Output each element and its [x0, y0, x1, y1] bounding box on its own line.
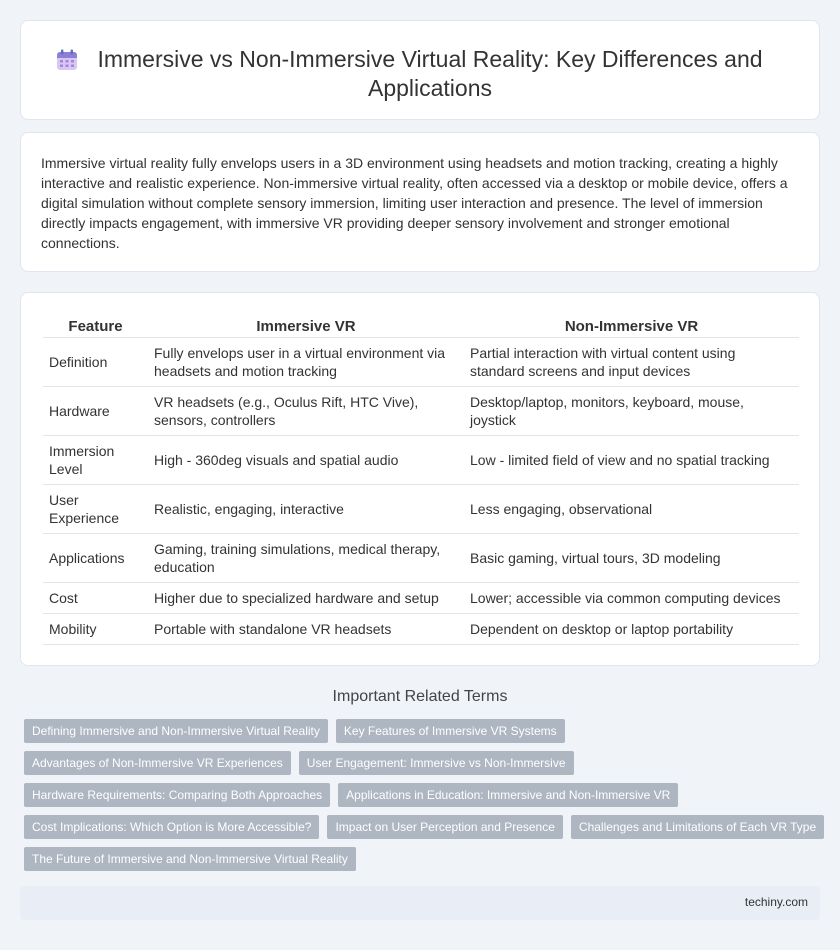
table-cell: VR headsets (e.g., Oculus Rift, HTC Vive), sensors, controllers [148, 387, 464, 436]
table-cell: Cost [43, 583, 148, 614]
table-header-row [43, 315, 799, 338]
table-cell: Partial interaction with virtual content using standard screens and input devices [464, 338, 799, 387]
column-header: Non-Immersive VR [464, 315, 799, 338]
table-cell: Applications [43, 534, 148, 583]
table-cell: Gaming, training simulations, medical therapy, education [148, 534, 464, 583]
comparison-table [43, 315, 799, 645]
table-row [43, 485, 799, 534]
related-term-tag[interactable]: Applications in Education: Immersive and Non-Immersive VR [338, 783, 678, 807]
table-cell: High - 360deg visuals and spatial audio [148, 436, 464, 485]
related-term-tag[interactable]: Cost Implications: Which Option is More Accessible? [24, 815, 319, 839]
title-card [20, 20, 820, 120]
page-title: Immersive vs Non-Immersive Virtual Reality: Key Differences and Applications [97, 46, 763, 101]
table-cell: Low - limited field of view and no spatial tracking [464, 436, 799, 485]
related-term-tag[interactable]: User Engagement: Immersive vs Non-Immersive [299, 751, 574, 775]
column-header: Immersive VR [148, 315, 464, 338]
table-cell: Realistic, engaging, interactive [148, 485, 464, 534]
comparison-card [20, 292, 820, 666]
footer-bar [20, 886, 820, 920]
related-term-tag[interactable]: The Future of Immersive and Non-Immersive Virtual Reality [24, 847, 356, 871]
table-cell: Immersion Level [43, 436, 148, 485]
tag-row [24, 719, 824, 751]
table-row [43, 583, 799, 614]
footer-site-link[interactable]: techiny.com [744, 895, 808, 909]
table-row [43, 614, 799, 645]
table-cell: Higher due to specialized hardware and setup [148, 583, 464, 614]
related-term-tag[interactable]: Challenges and Limitations of Each VR Type [571, 815, 824, 839]
tag-row [24, 751, 824, 783]
related-terms-list [24, 719, 824, 879]
intro-paragraph: Immersive virtual reality fully envelops users in a 3D environment using headsets and motion tracking, creating a highly interactive and realistic experience. Non-immersive virtual reality, often accessed via a desktop or mobile device, offers a digital simulation without complete sensory immersion, limiting user interaction and presence. The level of immersion directly impacts engagement, with immersive VR providing deeper sensory involvement and stronger emotional connections. [41, 155, 788, 251]
related-term-tag[interactable]: Key Features of Immersive VR Systems [336, 719, 565, 743]
related-term-tag[interactable]: Advantages of Non-Immersive VR Experiences [24, 751, 291, 775]
table-cell: Less engaging, observational [464, 485, 799, 534]
table-cell: Mobility [43, 614, 148, 645]
intro-card [20, 132, 820, 272]
table-cell: Definition [43, 338, 148, 387]
table-cell: User Experience [43, 485, 148, 534]
table-cell: Lower; accessible via common computing devices [464, 583, 799, 614]
tag-row [24, 783, 824, 815]
table-row [43, 436, 799, 485]
tag-row [24, 815, 824, 847]
column-header: Feature [43, 315, 148, 338]
table-cell: Portable with standalone VR headsets [148, 614, 464, 645]
table-cell: Desktop/laptop, monitors, keyboard, mouse, joystick [464, 387, 799, 436]
related-terms-heading: Important Related Terms [332, 688, 508, 705]
tag-row [24, 847, 824, 879]
table-row [43, 387, 799, 436]
table-cell: Dependent on desktop or laptop portability [464, 614, 799, 645]
related-term-tag[interactable]: Defining Immersive and Non-Immersive Virtual Reality [24, 719, 328, 743]
table-cell: Hardware [43, 387, 148, 436]
table-cell: Fully envelops user in a virtual environment via headsets and motion tracking [148, 338, 464, 387]
table-row [43, 338, 799, 387]
related-term-tag[interactable]: Hardware Requirements: Comparing Both Approaches [24, 783, 330, 807]
related-term-tag[interactable]: Impact on User Perception and Presence [327, 815, 562, 839]
table-cell: Basic gaming, virtual tours, 3D modeling [464, 534, 799, 583]
table-row [43, 534, 799, 583]
